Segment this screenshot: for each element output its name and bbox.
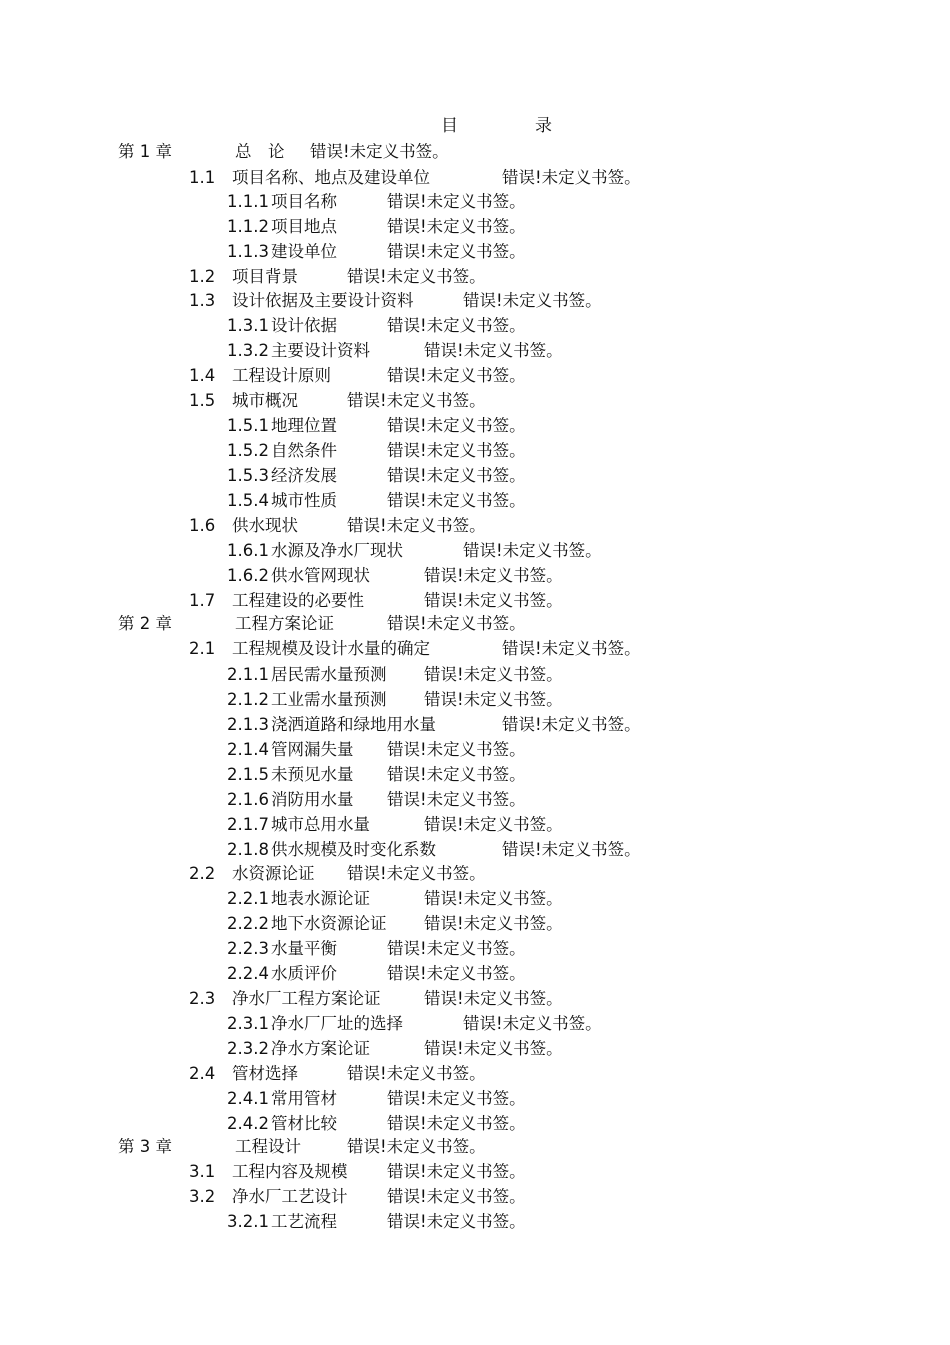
toc-entry-title: 工程方案论证	[235, 614, 334, 633]
toc-subsection-entry[interactable]	[0, 788, 950, 812]
toc-entry-number: 1.6	[189, 516, 216, 535]
toc-entry-title: 净水方案论证	[271, 1039, 370, 1058]
toc-entry-page-ref[interactable]: 错误!未定义书签。	[387, 740, 526, 759]
toc-entry-number: 2.1.4	[227, 740, 269, 759]
toc-entry-page-ref[interactable]: 错误!未定义书签。	[424, 815, 563, 834]
toc-entry-page-ref[interactable]: 错误!未定义书签。	[424, 591, 563, 610]
toc-entry-title: 城市概况	[232, 391, 298, 410]
toc-entry-title: 工程内容及规模	[232, 1162, 348, 1181]
toc-subsection-entry[interactable]	[0, 688, 950, 712]
toc-entry-page-ref[interactable]: 错误!未定义书签。	[424, 665, 563, 684]
toc-entry-page-ref[interactable]: 错误!未定义书签。	[347, 1064, 486, 1083]
toc-entry-title: 净水厂厂址的选择	[271, 1014, 403, 1033]
toc-entry-title: 项目背景	[232, 267, 298, 286]
toc-entry-page-ref[interactable]: 错误!未定义书签。	[502, 639, 641, 658]
toc-entry-page-ref[interactable]: 错误!未定义书签。	[387, 964, 526, 983]
toc-entry-number: 1.5.1	[227, 416, 269, 435]
toc-section-entry[interactable]	[0, 389, 950, 413]
toc-entry-title: 地下水资源论证	[271, 914, 387, 933]
toc-entry-title: 项目地点	[271, 217, 337, 236]
toc-subsection-entry[interactable]	[0, 1210, 950, 1234]
toc-entry-title: 城市总用水量	[271, 815, 370, 834]
toc-entry-number: 2.2	[189, 864, 216, 883]
toc-entry-number: 2.4	[189, 1064, 216, 1083]
toc-entry-title: 城市性质	[271, 491, 337, 510]
toc-entry-page-ref[interactable]: 错误!未定义书签。	[387, 1212, 526, 1231]
toc-entry-title: 工程规模及设计水量的确定	[232, 639, 430, 658]
toc-entry-page-ref[interactable]: 错误!未定义书签。	[387, 939, 526, 958]
toc-section-entry[interactable]	[0, 1160, 950, 1184]
toc-entry-title: 项目名称、地点及建设单位	[232, 168, 430, 187]
toc-entry-title: 水源及净水厂现状	[271, 541, 403, 560]
toc-entry-number: 1.7	[189, 591, 216, 610]
toc-entry-number: 第 3 章	[118, 1137, 172, 1156]
toc-entry-title: 供水管网现状	[271, 566, 370, 585]
toc-chapter-entry[interactable]	[0, 140, 950, 164]
toc-entry-page-ref[interactable]: 错误!未定义书签。	[424, 341, 563, 360]
toc-subsection-entry[interactable]	[0, 713, 950, 737]
toc-subsection-entry[interactable]	[0, 539, 950, 563]
toc-entry-title: 工业需水量预测	[271, 690, 387, 709]
toc-section-entry[interactable]	[0, 1185, 950, 1209]
toc-section-entry[interactable]	[0, 637, 950, 661]
toc-entry-title: 供水规模及时变化系数	[271, 840, 436, 859]
toc-subsection-entry[interactable]	[0, 414, 950, 438]
toc-entry-title: 工程设计	[235, 1137, 301, 1156]
toc-section-entry[interactable]	[0, 166, 950, 190]
toc-chapter-entry[interactable]	[0, 1135, 950, 1159]
toc-entry-page-ref[interactable]: 错误!未定义书签。	[424, 1039, 563, 1058]
toc-entry-number: 2.4.1	[227, 1089, 269, 1108]
toc-entry-number: 1.1.1	[227, 192, 269, 211]
toc-chapter-entry[interactable]	[0, 612, 950, 636]
toc-entry-page-ref[interactable]: 错误!未定义书签。	[424, 989, 563, 1008]
toc-entry-number: 2.1.6	[227, 790, 269, 809]
toc-entry-page-ref[interactable]: 错误!未定义书签。	[387, 242, 526, 261]
toc-entry-title: 净水厂工程方案论证	[232, 989, 381, 1008]
toc-subsection-entry[interactable]	[0, 439, 950, 463]
toc-section-entry[interactable]	[0, 289, 950, 313]
toc-subsection-entry[interactable]	[0, 887, 950, 911]
toc-entry-number: 1.3	[189, 291, 216, 310]
toc-subsection-entry[interactable]	[0, 240, 950, 264]
toc-subsection-entry[interactable]	[0, 962, 950, 986]
toc-entry-title: 净水厂工艺设计	[232, 1187, 348, 1206]
toc-section-entry[interactable]	[0, 265, 950, 289]
toc-entry-title: 水资源论证	[232, 864, 315, 883]
toc-entry-title: 项目名称	[271, 192, 337, 211]
toc-entry-number: 1.5.3	[227, 466, 269, 485]
toc-entry-page-ref[interactable]: 错误!未定义书签。	[387, 1114, 526, 1133]
toc-entry-page-ref[interactable]: 错误!未定义书签。	[387, 765, 526, 784]
toc-entry-number: 1.1	[189, 168, 216, 187]
toc-entry-title: 主要设计资料	[271, 341, 370, 360]
toc-entry-number: 1.3.2	[227, 341, 269, 360]
toc-entry-page-ref[interactable]: 错误!未定义书签。	[463, 541, 602, 560]
toc-entry-page-ref[interactable]: 错误!未定义书签。	[387, 466, 526, 485]
toc-entry-page-ref[interactable]: 错误!未定义书签。	[387, 1187, 526, 1206]
toc-entry-number: 1.6.2	[227, 566, 269, 585]
toc-entry-number: 1.5.4	[227, 491, 269, 510]
toc-entry-title: 供水现状	[232, 516, 298, 535]
toc-entry-page-ref[interactable]: 错误!未定义书签。	[347, 516, 486, 535]
toc-entry-number: 2.1.5	[227, 765, 269, 784]
toc-section-entry[interactable]	[0, 862, 950, 886]
toc-entry-number: 2.1.3	[227, 715, 269, 734]
toc-entry-page-ref[interactable]: 错误!未定义书签。	[424, 889, 563, 908]
toc-entry-title: 常用管材	[271, 1089, 337, 1108]
toc-entry-title: 地理位置	[271, 416, 337, 435]
toc-entry-title: 工艺流程	[271, 1212, 337, 1231]
toc-subsection-entry[interactable]	[0, 1012, 950, 1036]
toc-entry-page-ref[interactable]: 错误!未定义书签。	[502, 715, 641, 734]
toc-entry-number: 2.3.2	[227, 1039, 269, 1058]
toc-entry-number: 2.1.2	[227, 690, 269, 709]
toc-entry-title: 建设单位	[271, 242, 337, 261]
toc-entry-number: 2.1	[189, 639, 216, 658]
toc-entry-page-ref[interactable]: 错误!未定义书签。	[387, 491, 526, 510]
toc-entry-number: 2.1.7	[227, 815, 269, 834]
toc-entry-page-ref[interactable]: 错误!未定义书签。	[347, 1137, 486, 1156]
toc-entry-number: 2.2.4	[227, 964, 269, 983]
toc-entry-title: 总 论	[235, 142, 285, 161]
toc-entry-page-ref[interactable]: 错误!未定义书签。	[463, 1014, 602, 1033]
toc-entry-page-ref[interactable]: 错误!未定义书签。	[387, 614, 526, 633]
toc-entry-title: 水量平衡	[271, 939, 337, 958]
toc-subsection-entry[interactable]	[0, 738, 950, 762]
toc-subsection-entry[interactable]	[0, 1112, 950, 1136]
toc-subsection-entry[interactable]	[0, 838, 950, 862]
toc-entry-title: 管材比较	[271, 1114, 337, 1133]
toc-entry-page-ref[interactable]: 错误!未定义书签。	[387, 1162, 526, 1181]
toc-subsection-entry[interactable]	[0, 763, 950, 787]
toc-entry-title: 未预见水量	[271, 765, 354, 784]
toc-entry-title: 浇洒道路和绿地用水量	[271, 715, 436, 734]
toc-subsection-entry[interactable]	[0, 912, 950, 936]
toc-entry-page-ref[interactable]: 错误!未定义书签。	[347, 864, 486, 883]
toc-entry-page-ref[interactable]: 错误!未定义书签。	[387, 790, 526, 809]
toc-entry-title: 管网漏失量	[271, 740, 354, 759]
toc-entry-number: 2.1.1	[227, 665, 269, 684]
toc-entry-page-ref[interactable]: 错误!未定义书签。	[387, 192, 526, 211]
toc-entry-number: 1.3.1	[227, 316, 269, 335]
toc-entry-number: 第 1 章	[118, 142, 172, 161]
toc-subsection-entry[interactable]	[0, 937, 950, 961]
toc-entry-page-ref[interactable]: 错误!未定义书签。	[387, 1089, 526, 1108]
toc-entry-number: 1.1.2	[227, 217, 269, 236]
toc-entry-page-ref[interactable]: 错误!未定义书签。	[424, 566, 563, 585]
toc-entry-page-ref[interactable]: 错误!未定义书签。	[502, 168, 641, 187]
toc-entry-number: 3.2	[189, 1187, 216, 1206]
toc-entry-title: 地表水源论证	[271, 889, 370, 908]
toc-entry-page-ref[interactable]: 错误!未定义书签。	[387, 366, 526, 385]
toc-entry-title: 水质评价	[271, 964, 337, 983]
toc-entry-page-ref[interactable]: 错误!未定义书签。	[347, 391, 486, 410]
toc-entry-number: 2.4.2	[227, 1114, 269, 1133]
toc-section-entry[interactable]	[0, 1062, 950, 1086]
toc-subsection-entry[interactable]	[0, 1037, 950, 1061]
toc-title: 目 录	[441, 116, 582, 136]
toc-entry-number: 1.5.2	[227, 441, 269, 460]
toc-entry-title: 设计依据及主要设计资料	[232, 291, 414, 310]
toc-entry-page-ref[interactable]: 错误!未定义书签。	[387, 316, 526, 335]
toc-entry-page-ref[interactable]: 错误!未定义书签。	[463, 291, 602, 310]
toc-entry-title: 经济发展	[271, 466, 337, 485]
toc-entry-page-ref[interactable]: 错误!未定义书签。	[387, 416, 526, 435]
toc-entry-number: 2.2.3	[227, 939, 269, 958]
toc-entry-page-ref[interactable]: 错误!未定义书签。	[310, 142, 449, 161]
toc-entry-title: 工程设计原则	[232, 366, 331, 385]
toc-subsection-entry[interactable]	[0, 339, 950, 363]
toc-entry-page-ref[interactable]: 错误!未定义书签。	[424, 690, 563, 709]
toc-subsection-entry[interactable]	[0, 1087, 950, 1111]
toc-subsection-entry[interactable]	[0, 314, 950, 338]
toc-section-entry[interactable]	[0, 987, 950, 1011]
toc-subsection-entry[interactable]	[0, 464, 950, 488]
toc-entry-number: 2.2.2	[227, 914, 269, 933]
toc-entry-number: 1.2	[189, 267, 216, 286]
toc-entry-number: 3.1	[189, 1162, 216, 1181]
toc-entry-title: 设计依据	[271, 316, 337, 335]
toc-entry-page-ref[interactable]: 错误!未定义书签。	[387, 441, 526, 460]
toc-entry-number: 2.3.1	[227, 1014, 269, 1033]
toc-section-entry[interactable]	[0, 514, 950, 538]
toc-entry-number: 2.2.1	[227, 889, 269, 908]
toc-entry-title: 消防用水量	[271, 790, 354, 809]
toc-entry-number: 1.1.3	[227, 242, 269, 261]
toc-entry-number: 1.6.1	[227, 541, 269, 560]
toc-entry-title: 工程建设的必要性	[232, 591, 364, 610]
toc-entry-page-ref[interactable]: 错误!未定义书签。	[502, 840, 641, 859]
toc-subsection-entry[interactable]	[0, 190, 950, 214]
toc-subsection-entry[interactable]	[0, 215, 950, 239]
toc-subsection-entry[interactable]	[0, 564, 950, 588]
toc-entry-title: 居民需水量预测	[271, 665, 387, 684]
toc-entry-title: 自然条件	[271, 441, 337, 460]
toc-subsection-entry[interactable]	[0, 813, 950, 837]
toc-section-entry[interactable]	[0, 364, 950, 388]
toc-entry-number: 2.1.8	[227, 840, 269, 859]
toc-entry-number: 第 2 章	[118, 614, 172, 633]
toc-section-entry[interactable]	[0, 589, 950, 613]
toc-entry-page-ref[interactable]: 错误!未定义书签。	[347, 267, 486, 286]
toc-entry-number: 1.4	[189, 366, 216, 385]
toc-entry-number: 3.2.1	[227, 1212, 269, 1231]
toc-entry-number: 2.3	[189, 989, 216, 1008]
toc-entry-page-ref[interactable]: 错误!未定义书签。	[424, 914, 563, 933]
toc-subsection-entry[interactable]	[0, 489, 950, 513]
toc-entry-number: 1.5	[189, 391, 216, 410]
toc-entry-title: 管材选择	[232, 1064, 298, 1083]
toc-subsection-entry[interactable]	[0, 663, 950, 687]
toc-entry-page-ref[interactable]: 错误!未定义书签。	[387, 217, 526, 236]
